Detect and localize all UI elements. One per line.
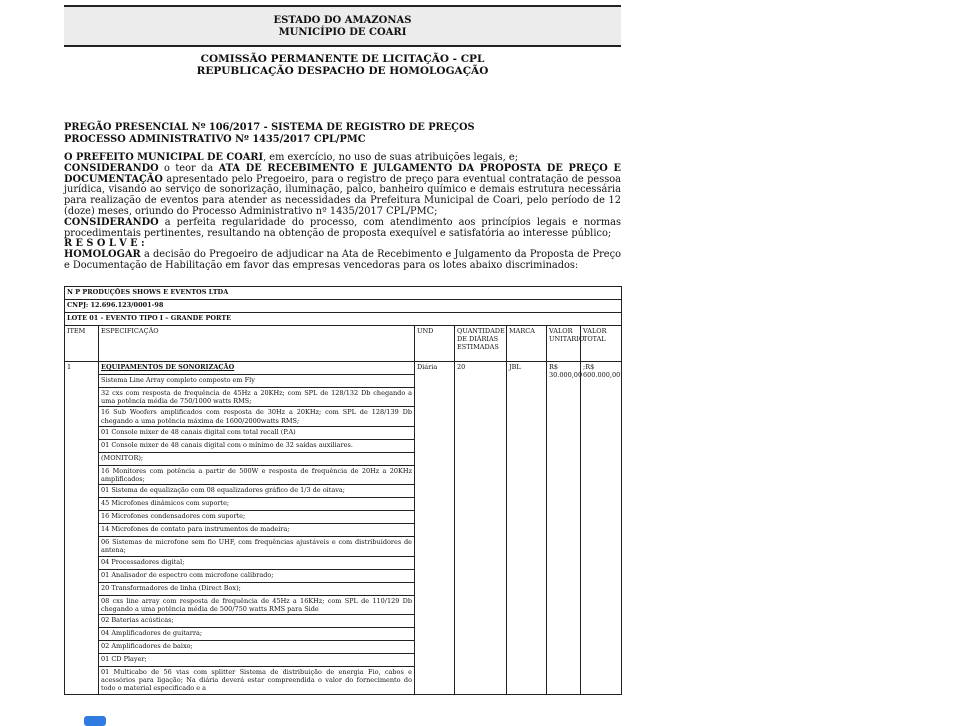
corner-button[interactable] [84,716,106,726]
spec-list [99,375,414,694]
company-name: N P PRODUÇÕES SHOWS E EVENTOS LTDA [65,287,622,300]
spec-line: 01 Sistema de equalização com 08 equalizadores gráfico de 1/3 de oitava; [99,485,414,498]
col-brand: MARCA [507,326,547,362]
col-item: ITEM [65,326,99,362]
table-header-row [65,326,622,362]
spec-line: 08 cxs line array com resposta de frequência de 45Hz a 16KHz; com SPL de 110/129 Db chegando a uma potência média de 500/750 watts RMS para Side [99,596,414,615]
spec-line: (MONITOR); [99,453,414,466]
considerando-text-2: a perfeita regularidade do processo, com atendimento aos princípios legais e normas procedimentais pertinentes, resultando na obtenção de proposta exequível e satisfatória ao interesse público; [64,216,621,239]
prefeito-text: , em exercício, no uso de suas atribuições legais, e; [263,152,519,163]
cell-und: Diária [415,362,455,695]
prefeito-bold: O PREFEITO MUNICIPAL DE COARI [64,152,264,163]
spec-line: 45 Microfones dinâmicos com suporte; [99,498,414,511]
ata-bold: ATA DE RECEBIMENTO E JULGAMENTO DA PROPOSTA DE PREÇO E DOCUMENTAÇÃO [64,162,621,185]
state-header [64,5,621,47]
resolve-heading: R E S O L V E : [64,238,145,250]
considerando-mid: o teor da [158,162,219,174]
spec-line: 20 Transformadores de linha (Direct Box); [99,583,414,596]
paragraph-considerando-1 [64,164,621,218]
col-unit-value: VALOR UNITARIO [547,326,581,362]
cell-total-value: ;R$ 600.000,00 [581,362,622,695]
spec-line: 06 Sistemas de microfone sem fio UHF, com frequências ajustáveis e com distribuidores de antena; [99,537,414,556]
spec-line: 01 CD Player; [99,654,414,667]
homologar-text: a decisão do Pregoeiro de adjudicar na Ata de Recebimento e Julgamento da Proposta de Preço e Documentação de Habilitação em favor das empresas vencedoras para os lotes abaixo discriminados: [64,249,621,271]
spec-title: EQUIPAMENTOS DE SONORIZAÇÃO [99,362,414,375]
spec-line: 01 Analisador de espectro com microfone calibrado; [99,570,414,583]
spec-line: Sistema Line Array completo composto em Fly [99,375,414,388]
homologar-bold: HOMOLOGAR [64,249,141,261]
spec-line: 32 cxs com resposta de frequência de 45Hz a 20KHz; com SPL de 128/132 Db chegando a uma potência média de 750/1000 watts RMS; [99,388,414,407]
considerando-bold-2: CONSIDERANDO [64,216,159,228]
lot-table [64,286,622,695]
lot-title: LOTE 01 - EVENTO TIPO I – GRANDE PORTE [65,313,622,326]
spec-line: 04 Amplificadores de guitarra; [99,628,414,641]
dispatch-body [64,153,621,272]
paragraph-homologar [64,250,621,272]
company-cnpj: CNPJ: 12.696.123/0001-98 [65,300,622,313]
spec-line: 01 Console mixer de 48 canais digital com total recall (P.A) [99,427,414,440]
pregao-line: PREGÃO PRESENCIAL Nº 106/2017 - SISTEMA DE REGISTRO DE PREÇOS [64,122,475,133]
cell-brand: JBL [507,362,547,695]
document-page [59,0,629,693]
col-total-value: VALOR TOTAL [581,326,622,362]
spec-line: 02 Baterias acústicas; [99,615,414,628]
considerando-bold-1: CONSIDERANDO [64,162,159,174]
cell-item: 1 [65,362,99,695]
republication-line: REPUBLICAÇÃO DESPACHO DE HOMOLOGAÇÃO [196,65,489,77]
col-qty: QUANTIDADE DE DIÁRIAS ESTIMADAS [455,326,507,362]
spec-line: 02 Amplificadores de baixo; [99,641,414,654]
commission-title [64,53,621,77]
spec-line: 16 Microfones condensadores com suporte; [99,511,414,524]
cell-spec [99,362,415,695]
spec-line: 16 Sub Woofers amplificados com resposta de 30Hz a 20KHz; com SPL de 128/139 Db chegando a uma potência máxima de 1600/2000watts RMS; [99,407,414,426]
cell-unit-value: R$ 30.000,00 [547,362,581,695]
cell-qty: 20 [455,362,507,695]
spec-line: 16 Monitores com potência a partir de 500W e resposta de frequência de 20Hz a 20KHz amplificados; [99,466,414,485]
process-heading [64,122,621,145]
spec-line: 04 Processadores digital; [99,557,414,570]
process-number-line: PROCESSO ADMINISTRATIVO Nº 1435/2017 CPL/PMC [64,133,366,145]
spec-line: 01 Multicabo de 56 vias com splitter Sistema de distribuição de energia Fio, cabos e acessórios para ligação; Na diária deverá estar compreendida o valor do fornecimento do todo o material especificado e a [101,668,412,693]
spec-line: 01 Console mixer de 48 canais digital com o mínimo de 32 saídas auxiliares. [99,440,414,453]
col-und: UND [415,326,455,362]
considerando-text-1: apresentado pelo Pregoeiro, para o registro de preço para eventual contratação de pessoa jurídica, visando ao serviço de sonorização, iluminação, palco, banheiro químico e demais estrutura necessária para realização de eventos para atender as necessidades da Prefeitura Municipal de Coari, pelo período de 12 (doze) meses, oriundo do Processo Administrativo nº 1435/2017 CPL/PMC; [64,173,621,217]
municipality-name: MUNICÍPIO DE COARI [278,26,407,38]
table-row [65,362,622,695]
spec-line: 14 Microfones de contato para instrumentos de madeira; [99,524,414,537]
state-name: ESTADO DO AMAZONAS [273,15,412,26]
col-spec: ESPECIFICAÇÃO [99,326,415,362]
commission-line: COMISSÃO PERMANENTE DE LICITAÇÃO - CPL [200,53,485,65]
paragraph-considerando-2 [64,218,621,240]
